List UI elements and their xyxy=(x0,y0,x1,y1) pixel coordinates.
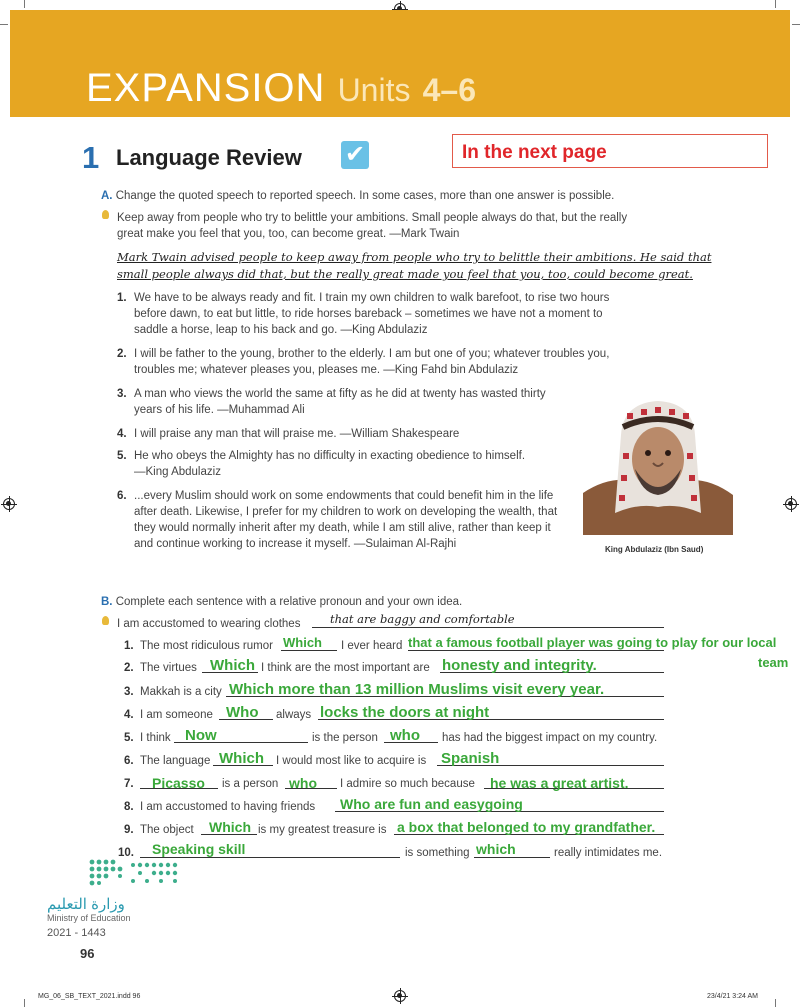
item-number: 8. xyxy=(124,801,134,813)
answer-text: Which xyxy=(209,819,251,835)
sentence-text: always xyxy=(276,709,312,721)
part-b-instruction-text: Complete each sentence with a relative pronoun and your own idea. xyxy=(115,596,463,608)
answer-text: Speaking skill xyxy=(152,841,246,857)
sentence-text: really intimidates me. xyxy=(554,847,663,859)
answer-text: Picasso xyxy=(152,775,205,791)
answer-text: a box that belonged to my grandfather. xyxy=(397,819,656,835)
example-answer-line: Mark Twain advised people to keep away from people who try to belittle their ambitions. He said that xyxy=(117,250,712,264)
print-timestamp: 23/4/21 3:24 AM xyxy=(707,993,758,1000)
blank-line xyxy=(474,857,550,858)
item-number: 1. xyxy=(124,640,134,652)
answer-text: who xyxy=(390,727,420,744)
sentence-text: The object xyxy=(140,824,194,836)
ministry-name-english: Ministry of Education xyxy=(47,913,131,923)
crop-mark xyxy=(0,24,8,25)
sentence-text: I am accustomed to having friends xyxy=(140,801,316,813)
item-number: 2. xyxy=(117,348,127,360)
item-line: He who obeys the Almighty has no difficulty in exacting obedience to himself. xyxy=(134,450,526,462)
edition-year: 2021 - 1443 xyxy=(47,927,106,939)
item-line: A man who views the world the same at fifty as he did at twenty has wasted thirty xyxy=(134,388,546,400)
crop-mark xyxy=(24,0,25,8)
crop-mark xyxy=(24,999,25,1007)
sentence-text: I am someone xyxy=(140,709,213,721)
item-number: 4. xyxy=(124,709,134,721)
registration-mark-icon xyxy=(785,498,797,510)
answer-text: who xyxy=(289,775,317,791)
item-line: ...every Muslim should work on some endowments that could benefit him in the life xyxy=(134,490,554,502)
registration-mark-icon xyxy=(3,498,15,510)
sentence-text: I admire so much because xyxy=(340,778,475,790)
answer-text: Who are fun and easygoing xyxy=(340,796,523,812)
example-answer-line: small people always did that, but the really great made you feel that you, too, could become great. xyxy=(117,267,693,281)
banner-title-word: EXPANSION xyxy=(86,66,326,110)
ministry-logo-icon xyxy=(88,857,180,889)
item-line: I will praise any man that will praise me. —William Shakespeare xyxy=(134,428,460,440)
portrait-caption: King Abdulaziz (Ibn Saud) xyxy=(605,545,704,554)
blank-line xyxy=(408,650,664,651)
sentence-text: is my greatest treasure is xyxy=(258,824,387,836)
item-number: 9. xyxy=(124,824,134,836)
item-line: saddle a horse, leap to his back and go. —King Abdulaziz xyxy=(134,324,428,336)
item-number: 5. xyxy=(124,732,134,744)
page-number: 96 xyxy=(80,946,95,961)
crop-mark xyxy=(775,0,776,8)
answer-text: Spanish xyxy=(441,750,500,767)
sentence-text: The most ridiculous rumor xyxy=(140,640,273,652)
answer-text: Now xyxy=(185,727,217,744)
banner-units-word: Units xyxy=(337,72,411,108)
answer-text: team xyxy=(758,655,789,670)
sentence-text: Makkah is a city xyxy=(140,686,222,698)
registration-mark-icon xyxy=(394,990,406,1002)
answer-text: Which xyxy=(210,657,255,674)
answer-text: that a famous football player was going to play for our local xyxy=(408,635,777,650)
sentence-text: I would most like to acquire is xyxy=(276,755,427,767)
section-number: 1 xyxy=(82,140,100,175)
sentence-text: I think xyxy=(140,732,171,744)
lightbulb-icon xyxy=(102,616,109,625)
crop-mark xyxy=(792,24,800,25)
answer-text: he was a great artist. xyxy=(490,775,629,791)
answer-text: locks the doors at night xyxy=(320,704,490,721)
item-number: 7. xyxy=(124,778,134,790)
part-a-instruction xyxy=(101,188,614,204)
answer-text: honesty and integrity. xyxy=(442,657,597,674)
example-answer: that are baggy and comfortable xyxy=(330,612,515,626)
sentence-text: The virtues xyxy=(140,662,197,674)
item-number: 6. xyxy=(124,755,134,767)
answer-text: Which xyxy=(283,635,322,650)
part-a-label: A. xyxy=(101,190,113,202)
item-line: and continue working to increase it myself. —Sulaiman Al-Rajhi xyxy=(134,538,457,550)
sentence-text: is something xyxy=(405,847,470,859)
item-number: 3. xyxy=(124,686,134,698)
item-number: 2. xyxy=(124,662,134,674)
sentence-text: is a person xyxy=(222,778,279,790)
item-line: years of his life. —Muhammad Ali xyxy=(134,404,305,416)
item-number: 5. xyxy=(117,450,127,462)
item-number: 4. xyxy=(117,428,127,440)
item-line: they would normally inherit after my death, while I am still alive, rather than keep it xyxy=(134,522,551,534)
part-b-instruction xyxy=(101,594,462,610)
item-line: I will be father to the young, brother to the elderly. I am but one of you; whatever troubles you, xyxy=(134,348,610,360)
answer-text: Which xyxy=(219,750,264,767)
item-number: 6. xyxy=(117,490,127,502)
blank-line xyxy=(281,650,337,651)
ministry-name-arabic: وزارة التعليم xyxy=(47,896,125,913)
sentence-text: I think are the most important are xyxy=(261,662,430,674)
checkmark-icon: ✔ xyxy=(341,141,369,169)
answer-text: which xyxy=(476,841,516,857)
crop-mark xyxy=(775,999,776,1007)
item-line: before dawn, to eat but little, to ride horses bareback – sometimes we have not a moment to xyxy=(134,308,603,320)
lightbulb-icon xyxy=(102,210,109,219)
banner-units-range: 4–6 xyxy=(422,72,476,108)
example-quote-line: great make you feel that you, too, can become great. —Mark Twain xyxy=(117,228,460,240)
file-slug: MG_06_SB_TEXT_2021.indd 96 xyxy=(38,993,141,1000)
sentence-text: The language xyxy=(140,755,211,767)
item-number: 1. xyxy=(117,292,127,304)
sentence-text: I ever heard xyxy=(341,640,403,652)
item-line: troubles me; whatever pleases you, pleases me. —King Fahd bin Abdulaziz xyxy=(134,364,519,376)
item-line: after death. Likewise, I prefer for my children to work on developing the wealth, that xyxy=(134,506,558,518)
part-a-instruction-text: Change the quoted speech to reported speech. In some cases, more than one answer is possible. xyxy=(115,190,615,202)
sentence-text: has had the biggest impact on my country. xyxy=(442,732,658,744)
sentence-text: is the person xyxy=(312,732,378,744)
answer-text: Who xyxy=(226,704,259,721)
example-sentence: I am accustomed to wearing clothes xyxy=(117,618,301,630)
answer-text: Which more than 13 million Muslims visit every year. xyxy=(229,681,605,698)
item-number: 3. xyxy=(117,388,127,400)
banner-title xyxy=(86,66,476,111)
note-text: In the next page xyxy=(462,142,607,163)
item-line: We have to be always ready and fit. I train my own children to walk barefoot, to rise two hours xyxy=(134,292,610,304)
king-abdulaziz-portrait xyxy=(583,383,733,535)
section-title: Language Review xyxy=(116,145,302,170)
example-quote-line: Keep away from people who try to belittle your ambitions. Small people always do that, but the really xyxy=(117,212,628,224)
item-line: —King Abdulaziz xyxy=(134,466,221,478)
part-b-label: B. xyxy=(101,596,113,608)
item-number: 10. xyxy=(118,847,134,859)
